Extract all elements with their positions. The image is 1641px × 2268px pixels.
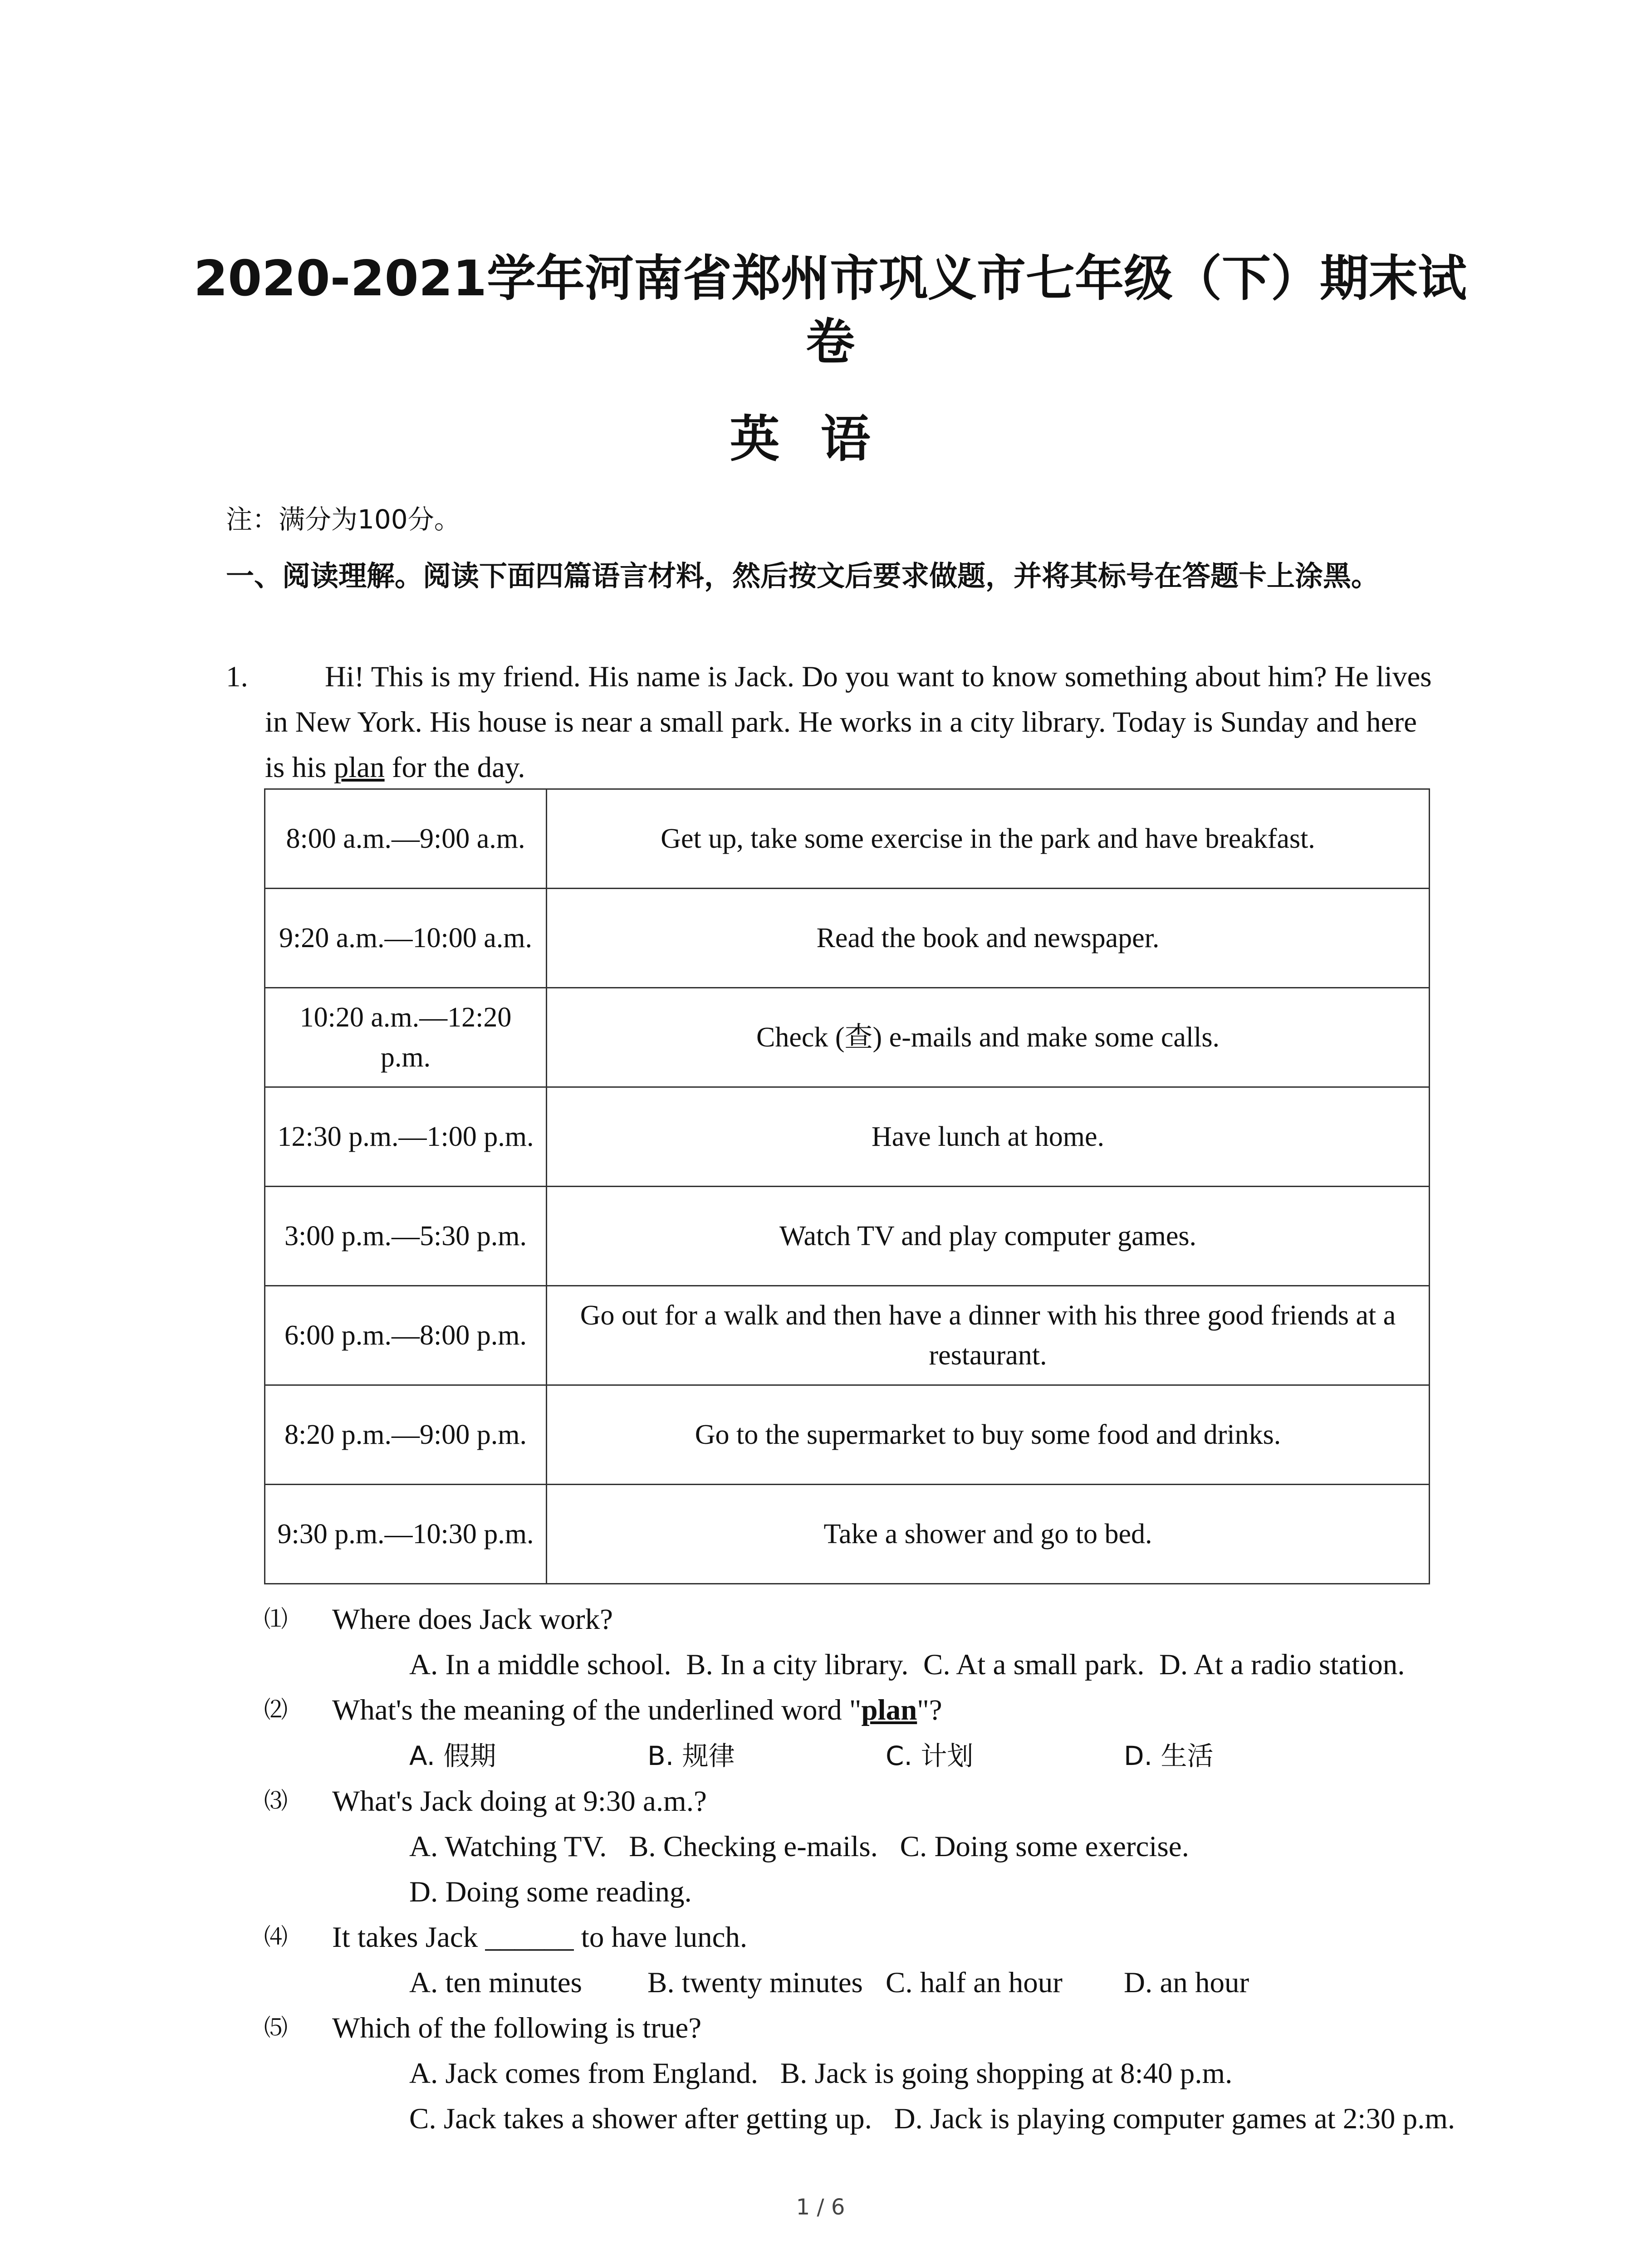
page-number: 1 / 6 <box>796 2195 845 2220</box>
options <box>332 2051 1489 2096</box>
option-c[interactable]: C. Doing some exercise. <box>900 1830 1189 1863</box>
option-c[interactable]: C. half an hour <box>886 1966 1063 1999</box>
time-cell: 12:30 p.m.—1:00 p.m. <box>265 1087 547 1187</box>
option-a[interactable]: A. Watching TV. <box>409 1830 607 1863</box>
option-c[interactable]: C. 计划 <box>886 1740 974 1771</box>
table-row <box>265 789 1430 889</box>
option-d[interactable]: D. Doing some reading. <box>409 1876 692 1908</box>
option-c[interactable]: C. At a small park. <box>923 1648 1145 1681</box>
question-text-before: What's the meaning of the underlined word " <box>332 1694 862 1726</box>
table-row <box>265 1385 1430 1485</box>
option-d[interactable]: D. 生活 <box>1124 1740 1214 1771</box>
passage-number: 1. <box>226 660 248 693</box>
table-row <box>265 1485 1430 1584</box>
question-list <box>264 1597 1489 2141</box>
option-d[interactable]: D. Jack is playing computer games at 2:30 p.m. <box>894 2102 1455 2135</box>
document-title: 2020-2021学年河南省郑州市巩义市七年级（下）期末试卷 <box>194 250 1467 371</box>
underlined-word: plan <box>333 751 385 784</box>
option-a[interactable]: A. ten minutes <box>409 1966 582 1999</box>
option-b[interactable]: B. twenty minutes <box>647 1966 863 1999</box>
table-row <box>265 988 1430 1087</box>
question-text: Which of the following is true? <box>332 2012 702 2044</box>
activity-cell: Go out for a walk and then have a dinner with his three good friends at a restaurant. <box>547 1286 1430 1385</box>
passage-text-before: Hi! This is my friend. His name is Jack. Do you want to know something about him? He lives in New York. His house is near a small park. He works in a city library. Today is Sunday and here is his <box>265 660 1432 784</box>
option-d[interactable]: D. an hour <box>1124 1966 1249 1999</box>
question-text: Where does Jack work? <box>332 1603 613 1636</box>
activity-cell: Read the book and newspaper. <box>547 889 1430 988</box>
option-b[interactable]: B. 规律 <box>647 1740 735 1771</box>
activity-cell: Take a shower and go to bed. <box>547 1485 1430 1584</box>
activity-cell: Have lunch at home. <box>547 1087 1430 1187</box>
time-cell: 8:00 a.m.—9:00 a.m. <box>265 789 547 889</box>
question-text-after: "? <box>917 1694 942 1726</box>
question-2 <box>264 1687 1489 1779</box>
schedule-table <box>264 788 1430 1584</box>
option-a[interactable]: A. Jack comes from England. <box>409 2057 758 2090</box>
passage-text-after: for the day. <box>384 751 525 784</box>
time-cell: 9:20 a.m.—10:00 a.m. <box>265 889 547 988</box>
activity-cell: Get up, take some exercise in the park and have breakfast. <box>547 789 1430 889</box>
table-row <box>265 1087 1430 1187</box>
question-3 <box>264 1779 1489 1915</box>
option-b[interactable]: B. Jack is going shopping at 8:40 p.m. <box>780 2057 1233 2090</box>
options <box>332 1960 1489 2005</box>
question-4 <box>264 1915 1489 2005</box>
option-b[interactable]: B. Checking e-mails. <box>629 1830 878 1863</box>
option-c[interactable]: C. Jack takes a shower after getting up. <box>409 2102 872 2135</box>
question-text: What's Jack doing at 9:30 a.m.? <box>332 1785 707 1818</box>
options <box>332 1642 1489 1687</box>
question-5 <box>264 2005 1489 2141</box>
activity-cell: Watch TV and play computer games. <box>547 1187 1430 1286</box>
question-number: ⑶ <box>264 1788 288 1815</box>
underlined-word: plan <box>861 1694 917 1726</box>
question-number: ⑵ <box>264 1696 288 1724</box>
activity-cell: Go to the supermarket to buy some food and drinks. <box>547 1385 1430 1485</box>
time-cell: 3:00 p.m.—5:30 p.m. <box>265 1187 547 1286</box>
reading-passage <box>226 654 1433 790</box>
time-cell: 8:20 p.m.—9:00 p.m. <box>265 1385 547 1485</box>
section-heading: 一、阅读理解。阅读下面四篇语言材料，然后按文后要求做题，并将其标号在答题卡上涂黑。 <box>226 559 1380 592</box>
option-a[interactable]: A. In a middle school. <box>409 1648 671 1681</box>
table-row <box>265 1187 1430 1286</box>
time-cell: 6:00 p.m.—8:00 p.m. <box>265 1286 547 1385</box>
options <box>332 1733 1489 1779</box>
question-number: ⑸ <box>264 2014 288 2042</box>
table-row <box>265 1286 1430 1385</box>
option-d[interactable]: D. At a radio station. <box>1159 1648 1405 1681</box>
question-text <box>332 1687 1489 1733</box>
question-1 <box>264 1597 1489 1687</box>
question-number: ⑷ <box>264 1924 288 1951</box>
time-cell: 9:30 p.m.—10:30 p.m. <box>265 1485 547 1584</box>
option-a[interactable]: A. 假期 <box>409 1740 496 1771</box>
time-cell: 10:20 a.m.—12:20 p.m. <box>265 988 547 1087</box>
options <box>332 1824 1489 1869</box>
question-number: ⑴ <box>264 1606 288 1633</box>
question-text: It takes Jack ______ to have lunch. <box>332 1921 748 1954</box>
activity-cell: Check (查) e-mails and make some calls. <box>547 988 1430 1087</box>
table-row <box>265 889 1430 988</box>
option-b[interactable]: B. In a city library. <box>686 1648 909 1681</box>
options-line-2 <box>332 1869 1489 1915</box>
score-note: 注：满分为100分。 <box>226 504 460 535</box>
subject-heading: 英语 <box>730 410 911 468</box>
passage-text <box>265 654 1433 790</box>
options-line-2 <box>332 2096 1489 2141</box>
